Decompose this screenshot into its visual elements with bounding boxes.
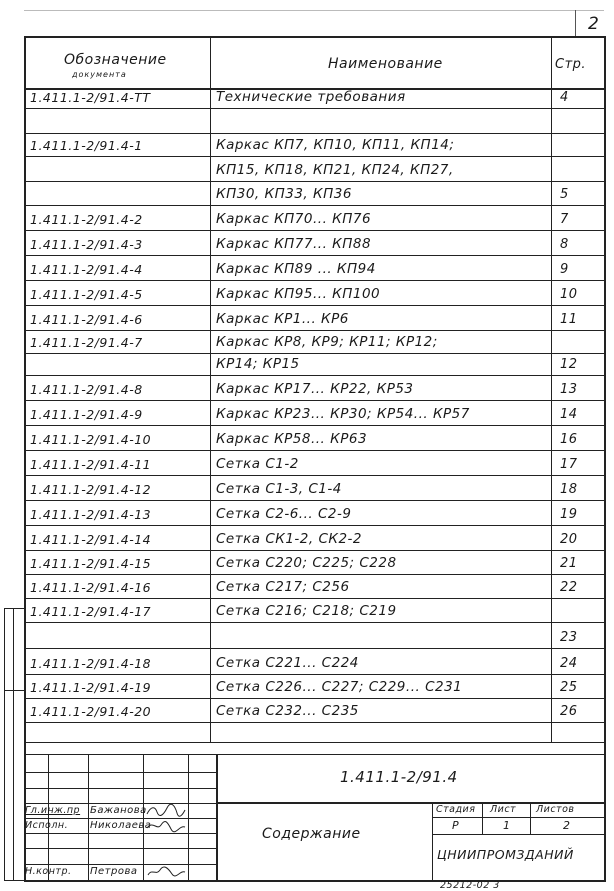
role-norm-control: Н.контр.: [25, 866, 72, 877]
row-page: 11: [560, 312, 578, 327]
role-executor: Исполн.: [25, 820, 69, 831]
row-designation: 1.411.1-2/91.4-7: [30, 335, 143, 350]
table-row: [24, 550, 606, 574]
row-name: Каркас КР17... КР22, КР53: [216, 381, 414, 397]
row-name: КР14; КР15: [216, 356, 300, 372]
table-row: [24, 574, 606, 598]
row-name: Сетка С1-2: [216, 456, 299, 472]
row-designation: 1.411.1-2/91.4-12: [30, 482, 152, 497]
table-row: [24, 598, 606, 622]
row-page: 7: [560, 212, 569, 227]
frame-top: [24, 36, 606, 38]
row-page: 22: [560, 580, 578, 595]
row-page: 19: [560, 507, 578, 522]
sheet-label: Лист: [490, 804, 517, 815]
sheets-value: 2: [563, 819, 571, 832]
row-name: Каркас КР23... КР30; КР54... КР57: [216, 406, 470, 422]
row-name: Сетка С221... С224: [216, 655, 359, 671]
row-designation: 1.411.1-2/91.4-13: [30, 507, 152, 522]
row-page: 8: [560, 237, 569, 252]
row-name: Каркас КП77... КП88: [216, 236, 372, 252]
table-row: [24, 90, 606, 108]
signature-3: [145, 865, 187, 879]
row-designation: 1.411.1-2/91.4-8: [30, 382, 143, 397]
row-page: 16: [560, 432, 578, 447]
row-designation: 1.411.1-2/91.4-18: [30, 656, 152, 671]
organization: ЦНИИПРОМЗДАНИЙ: [437, 847, 574, 862]
row-name: Сетка С220; С225; С228: [216, 555, 397, 571]
row-page: 24: [560, 656, 578, 671]
stage-value: Р: [452, 819, 460, 832]
row-name: Каркас КП7, КП10, КП11, КП14;: [216, 137, 455, 153]
row-name: КП30, КП33, КП36: [216, 186, 352, 202]
person-norm-control: Петрова: [90, 866, 138, 877]
role-chief-engineer: Гл.инж.пр: [25, 805, 81, 816]
signature-1: [145, 804, 187, 818]
row-designation: 1.411.1-2/91.4-4: [30, 262, 143, 277]
table-row: [24, 674, 606, 698]
table-row: [24, 622, 606, 648]
table-row: [24, 698, 606, 722]
table-row: [24, 255, 606, 280]
table-row: [24, 108, 606, 133]
table-row: [24, 330, 606, 353]
row-designation: 1.411.1-2/91.4-9: [30, 407, 143, 422]
person-chief-engineer: Бажанова: [90, 805, 147, 816]
row-name: Сетка СК1-2, СК2-2: [216, 531, 363, 547]
sheet-value: 1: [503, 819, 511, 832]
row-page: 4: [560, 90, 569, 105]
table-row: [24, 500, 606, 525]
title-block-code: 1.411.1-2/91.4: [340, 768, 458, 786]
row-designation: 1.411.1-2/91.4-1: [30, 138, 143, 153]
row-designation: 1.411.1-2/91.4-2: [30, 212, 143, 227]
table-row: [24, 400, 606, 425]
row-page: 14: [560, 407, 578, 422]
row-name: Каркас КР1... КР6: [216, 311, 349, 327]
table-row: [24, 525, 606, 550]
row-name: Каркас КП89 ... КП94: [216, 261, 376, 277]
row-name: Каркас КР8, КР9; КР11; КР12;: [216, 334, 438, 350]
header-designation-sub: документа: [72, 70, 127, 79]
row-designation: 1.411.1-2/91.4-5: [30, 287, 143, 302]
row-page: 21: [560, 556, 578, 571]
table-row: [24, 305, 606, 330]
table-row: [24, 425, 606, 450]
stage-label: Стадия: [436, 804, 476, 815]
row-name: Сетка С216; С218; С219: [216, 603, 397, 619]
row-page: 10: [560, 287, 578, 302]
table-row: [24, 648, 606, 674]
person-executor: Николаева: [90, 820, 152, 831]
table-row: [24, 280, 606, 305]
header-page: Стр.: [555, 57, 587, 72]
row-page: 12: [560, 357, 578, 372]
row-designation: 1.411.1-2/91.4-17: [30, 604, 152, 619]
table-row: [24, 375, 606, 400]
row-name: Каркас КП95... КП100: [216, 286, 381, 302]
row-page: 5: [560, 187, 569, 202]
row-designation: 1.411.1-2/91.4-15: [30, 556, 152, 571]
row-name: Технические требования: [216, 89, 406, 105]
row-designation: 1.411.1-2/91.4-6: [30, 312, 143, 327]
row-name: Сетка С217; С256: [216, 579, 350, 595]
table-row: [24, 205, 606, 230]
row-page: 20: [560, 532, 578, 547]
row-page: 26: [560, 704, 578, 719]
row-designation: 1.411.1-2/91.4-19: [30, 680, 152, 695]
row-page: 17: [560, 457, 578, 472]
footer-code: 25212-02 3: [440, 880, 500, 891]
signature-2: [145, 819, 187, 833]
row-name: Каркас КП70... КП76: [216, 211, 372, 227]
table-row: [24, 353, 606, 375]
document-title: Содержание: [262, 826, 361, 842]
row-page: 25: [560, 680, 578, 695]
row-page: 23: [560, 630, 578, 645]
row-name: Сетка С2-6... С2-9: [216, 506, 352, 522]
sheets-label: Листов: [536, 804, 575, 815]
table-row: [24, 133, 606, 156]
frame-bottom: [24, 880, 606, 882]
table-row: [24, 156, 606, 181]
row-name: КП15, КП18, КП21, КП24, КП27,: [216, 162, 454, 178]
row-name: Сетка С226... С227; С229... С231: [216, 679, 463, 695]
header-designation: Обозначение: [64, 52, 167, 68]
row-name: Сетка С1-3, С1-4: [216, 481, 342, 497]
row-page: 18: [560, 482, 578, 497]
header-name: Наименование: [328, 56, 443, 72]
row-designation: 1.411.1-2/91.4-16: [30, 580, 152, 595]
row-page: 9: [560, 262, 569, 277]
row-designation: 1.411.1-2/91.4-10: [30, 432, 152, 447]
row-page: 13: [560, 382, 578, 397]
sheet-number: 2: [588, 14, 600, 34]
row-designation: 1.411.1-2/91.4-3: [30, 237, 143, 252]
table-row: [24, 475, 606, 500]
row-designation: 1.411.1-2/91.4-11: [30, 457, 152, 472]
table-row: [24, 181, 606, 205]
row-name: Каркас КР58... КР63: [216, 431, 368, 447]
row-designation: 1.411.1-2/91.4-14: [30, 532, 152, 547]
row-designation: 1.411.1-2/91.4-ТТ: [30, 90, 151, 105]
row-designation: 1.411.1-2/91.4-20: [30, 704, 152, 719]
table-row: [24, 230, 606, 255]
row-name: Сетка С232... С235: [216, 703, 359, 719]
table-row: [24, 450, 606, 475]
